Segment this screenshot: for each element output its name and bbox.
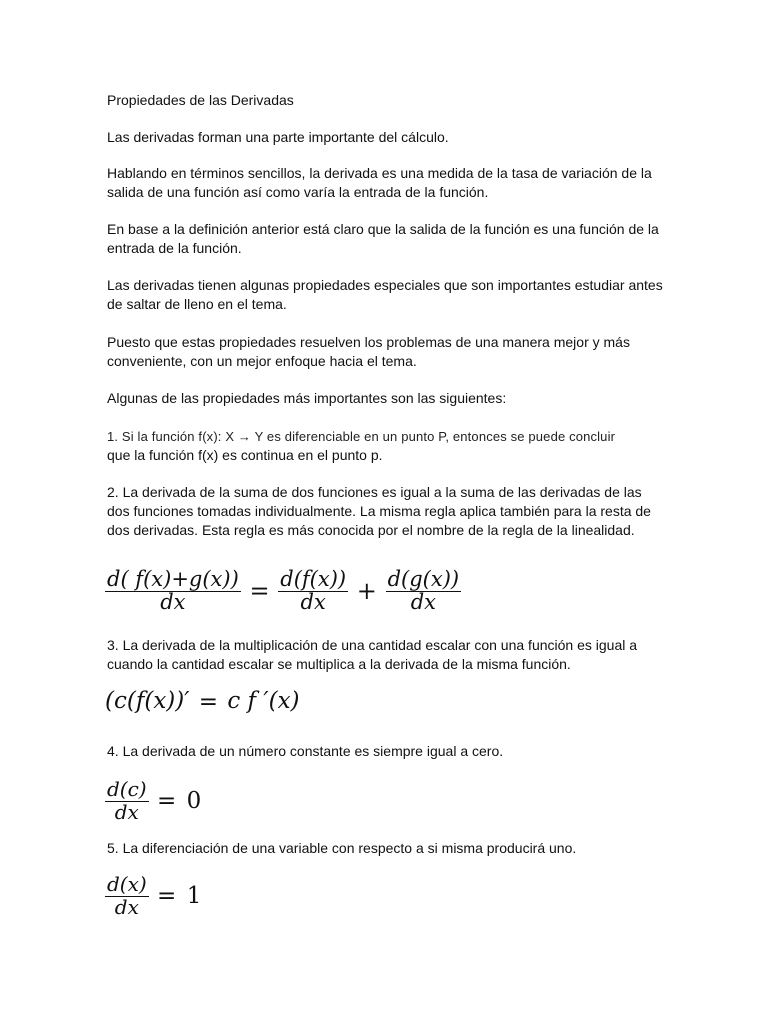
- formula-identity: [105, 872, 203, 919]
- fraction-term-1-numerator: d(f(x)): [280, 567, 347, 591]
- fraction-term-2: [386, 567, 462, 614]
- fraction-identity-numerator: d(x): [107, 872, 147, 896]
- property-1-line2: que la función f(x) es continua en el punto p.: [107, 447, 383, 463]
- formula-scalar-rhs: c f ′(x): [227, 688, 300, 714]
- formula-scalar-lhs: (c(f(x))′: [105, 688, 190, 714]
- equals-sign: =: [156, 787, 177, 814]
- equals-sign: =: [249, 576, 270, 605]
- fraction-identity: [105, 872, 149, 919]
- paragraph-intro: Las derivadas forman una parte importante del cálculo.: [107, 129, 449, 145]
- paragraph-purpose: Puesto que estas propiedades resuelven los problemas de una manera mejor y más conveniente, con un mejor enfoque hacia el tema.: [107, 334, 630, 369]
- formula-constant: [105, 777, 203, 824]
- equals-sign: =: [157, 882, 177, 909]
- formula-linearity: [105, 567, 461, 614]
- fraction-constant: [105, 777, 149, 824]
- paragraph-definition: Hablando en términos sencillos, la derivada es una medida de la tasa de variación de la salida de una función así como varía la entrada de la función.: [107, 165, 652, 200]
- fraction-identity-denominator: dx: [105, 896, 149, 917]
- result-zero: 0: [186, 787, 202, 814]
- property-5-text: 5. La diferenciación de una variable con respecto a si misma producirá uno.: [107, 840, 577, 856]
- property-4-text: 4. La derivada de un número constante es siempre igual a cero.: [107, 743, 504, 759]
- property-1-line1: 1. Si la función f(x): X → Y es diferenciable en un punto P, entonces se puede concluir: [107, 429, 616, 444]
- paragraph-output: En base a la definición anterior está claro que la salida de la función es una función de la entrada de la función.: [107, 221, 659, 256]
- paragraph-list-intro: Algunas de las propiedades más importantes son las siguientes:: [107, 390, 507, 406]
- formula-scalar: [105, 688, 300, 715]
- fraction-lhs-numerator: d( f(x)+g(x)): [107, 567, 239, 591]
- property-3-text: 3. La derivada de la multiplicación de una cantidad escalar con una función es igual a cuando la cantidad escalar se multiplica a la derivada de la misma función.: [107, 637, 638, 672]
- property-2-text: 2. La derivada de la suma de dos funciones es igual a la suma de las derivadas de las dos funciones tomadas individualmente. La misma regla aplica también para la resta de dos derivadas. Esta regla es más conocida por el nombre de la regla de la linealidad.: [107, 484, 651, 538]
- fraction-constant-denominator: dx: [105, 801, 149, 822]
- paragraph-properties: Las derivadas tienen algunas propiedades especiales que son importantes estudiar antes de saltar de lleno en el tema.: [107, 277, 663, 312]
- result-one: 1: [186, 882, 202, 909]
- fraction-term-1: [278, 567, 348, 614]
- plus-sign: +: [356, 576, 377, 605]
- fraction-term-1-denominator: dx: [278, 591, 348, 612]
- fraction-term-2-denominator: dx: [386, 591, 462, 612]
- fraction-lhs: [105, 567, 241, 614]
- equals-sign: =: [198, 688, 219, 715]
- fraction-constant-numerator: d(c): [107, 777, 147, 801]
- fraction-lhs-denominator: dx: [105, 591, 241, 612]
- fraction-term-2-numerator: d(g(x)): [387, 567, 460, 591]
- document-title: Propiedades de las Derivadas: [107, 92, 294, 108]
